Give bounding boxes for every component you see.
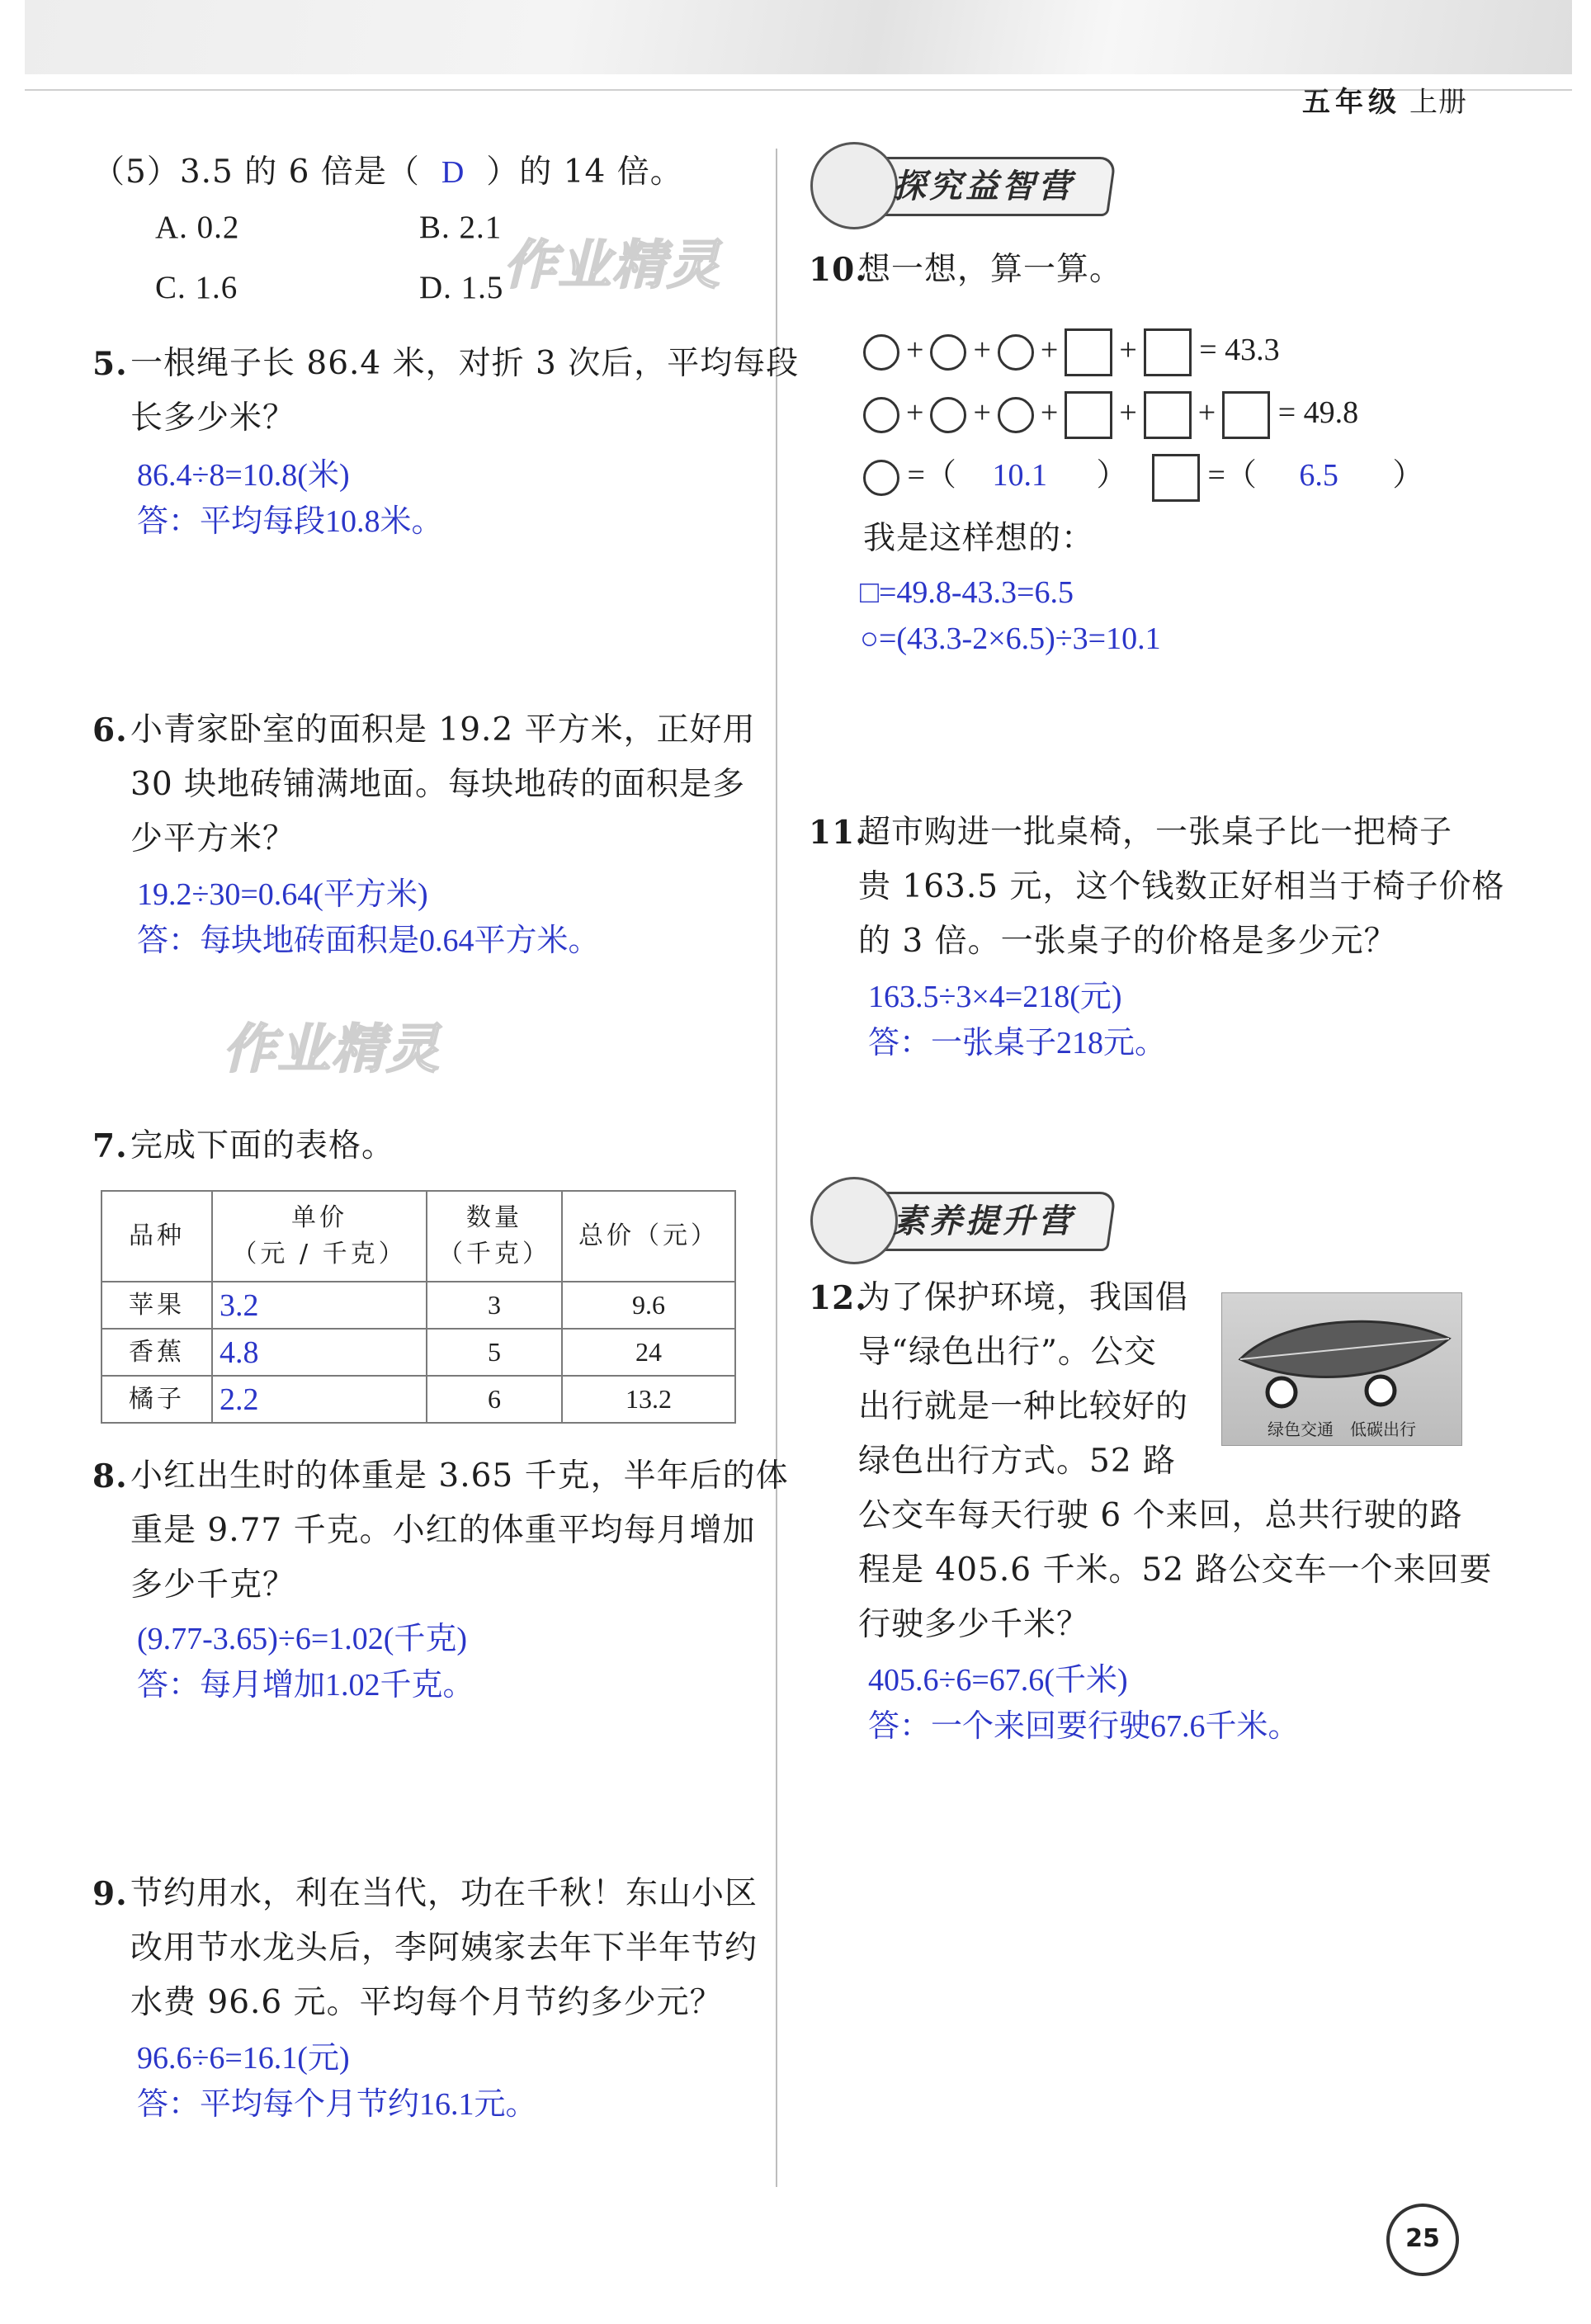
square-icon	[1144, 391, 1192, 439]
q9-line: 改用节水龙头后，李阿姨家去年下半年节约	[130, 1930, 758, 1967]
eq2-result: = 49.8	[1277, 395, 1359, 430]
cell-total: 13.2	[562, 1376, 735, 1423]
header-unit-price-unit: （元 / 千克）	[232, 1240, 407, 1268]
q8-answer-calc: (9.77-3.65)÷6=1.02(千克)	[137, 1622, 468, 1656]
table-row	[102, 1282, 735, 1329]
cell-qty: 5	[427, 1329, 562, 1376]
q4-5-stem-post: ）的 14 倍。	[486, 154, 683, 191]
q6-answer-calc: 19.2÷30=0.64(平方米)	[137, 877, 428, 912]
cell-name: 苹果	[102, 1282, 212, 1329]
q12-line: 绿色出行方式。52 路	[858, 1443, 1177, 1480]
eq1-result: = 43.3	[1199, 333, 1280, 367]
circle-icon	[930, 334, 966, 371]
section-title: 素养提升营	[893, 1202, 1074, 1240]
circle-icon	[863, 397, 899, 433]
q10-line: 想一想，算一算。	[858, 251, 1123, 288]
cell-total: 9.6	[562, 1282, 735, 1329]
q11-answer-text: 答：一张桌子218元。	[868, 1026, 1167, 1060]
circle-value: 10.1	[992, 458, 1047, 493]
q11-line: 的 3 倍。一张桌子的价格是多少元？	[858, 923, 1397, 960]
square-value: 6.5	[1299, 458, 1338, 493]
cell-price: 4.8	[212, 1329, 427, 1376]
column-divider	[776, 149, 777, 2187]
table-header-row	[102, 1191, 735, 1282]
header-banner	[25, 0, 1572, 74]
page-number: 25	[1386, 2204, 1459, 2276]
circle-eq-close: ）	[1096, 458, 1128, 493]
square-icon	[1065, 391, 1112, 439]
cell-name: 香蕉	[102, 1329, 212, 1376]
q4-5-stem	[92, 145, 683, 200]
q11-line: 超市购进一批桌椅，一张桌子比一把椅子	[858, 814, 1453, 851]
q8-line: 多少千克？	[130, 1566, 296, 1604]
circle-eq-open: =（	[907, 458, 956, 493]
header-total: 总价（元）	[562, 1191, 735, 1282]
q6-line: 少平方米？	[130, 820, 296, 857]
q5-answer-text: 答：平均每段10.8米。	[137, 504, 443, 539]
q10-think: 我是这样想的：	[863, 520, 1095, 557]
q12-answer-calc: 405.6÷6=67.6(千米)	[868, 1663, 1128, 1698]
circle-icon	[863, 460, 899, 496]
q12-line: 程是 405.6 千米。52 路公交车一个来回要	[858, 1552, 1493, 1589]
q8-line: 重是 9.77 千克。小红的体重平均每月增加	[130, 1512, 756, 1549]
circle-icon	[930, 397, 966, 433]
elephant-icon	[810, 142, 898, 229]
cell-qty: 6	[427, 1376, 562, 1423]
section-title: 探究益智营	[893, 168, 1074, 205]
square-eq-close: ）	[1392, 458, 1424, 493]
wheel-icon	[1367, 1377, 1395, 1405]
section-header-explore	[810, 142, 1140, 224]
term-text: 上册	[1409, 86, 1467, 119]
q7-number: 7.	[92, 1127, 128, 1165]
q12-number: 12.	[809, 1279, 867, 1317]
q8-line: 小红出生时的体重是 3.65 千克，半年后的体	[130, 1457, 789, 1495]
circle-icon	[998, 334, 1034, 371]
q12-line: 公交车每天行驶 6 个来回，总共行驶的路	[858, 1497, 1463, 1534]
table-row	[102, 1329, 735, 1376]
q6-line: 30 块地砖铺满地面。每块地砖的面积是多	[130, 766, 746, 803]
circle-icon	[998, 397, 1034, 433]
giraffe-icon	[810, 1177, 898, 1264]
q11-number: 11.	[809, 814, 867, 852]
square-icon	[1144, 328, 1192, 376]
cell-qty: 3	[427, 1282, 562, 1329]
section-header-literacy	[810, 1177, 1140, 1259]
q8-number: 8.	[92, 1457, 128, 1495]
grade-text: 五年级	[1302, 86, 1401, 119]
watermark: 作业精灵	[503, 235, 721, 296]
q9-line: 水费 96.6 元。平均每个月节约多少元？	[130, 1984, 723, 2021]
q4-5-option-d: D. 1.5	[419, 270, 504, 305]
square-icon	[1065, 328, 1112, 376]
cell-price: 3.2	[212, 1282, 427, 1329]
q10-equation-2: + + + + + = 49.8	[863, 381, 1358, 444]
q5-answer-calc: 86.4÷8=10.8(米)	[137, 458, 350, 493]
q5-line: 长多少米？	[130, 399, 296, 437]
q9-answer-calc: 96.6÷6=16.1(元)	[137, 2041, 350, 2076]
q4-5-option-a: A. 0.2	[155, 210, 240, 245]
q12-line: 出行就是一种比较好的	[858, 1388, 1189, 1425]
q10-solution-row	[863, 444, 1423, 507]
price-table	[101, 1190, 736, 1424]
q10-answer-square: □=49.8-43.3=6.5	[860, 575, 1074, 610]
header-variety: 品种	[102, 1191, 212, 1282]
q6-number: 6.	[92, 711, 128, 749]
circle-icon	[863, 334, 899, 371]
header-quantity	[427, 1191, 562, 1282]
header-unit-price	[212, 1191, 427, 1282]
q12-answer-text: 答：一个来回要行驶67.6千米。	[868, 1709, 1300, 1744]
q9-answer-text: 答：平均每个月节约16.1元。	[137, 2087, 537, 2122]
header-quantity-title: 数量	[466, 1203, 522, 1232]
square-icon	[1222, 391, 1270, 439]
q4-5-stem-pre: （5）3.5 的 6 倍是（	[92, 154, 420, 191]
q10-answer-circle: ○=(43.3-2×6.5)÷3=10.1	[860, 621, 1161, 656]
grade-label	[1302, 79, 1467, 120]
leaf-car-illustration	[1221, 1292, 1462, 1446]
q12-line: 行驶多少千米？	[858, 1606, 1090, 1643]
header-quantity-unit: （千克）	[438, 1240, 550, 1268]
cell-price: 2.2	[212, 1376, 427, 1423]
q9-line: 节约用水，利在当代，功在千秋！东山小区	[130, 1875, 758, 1912]
q12-line: 导“绿色出行”。公交	[858, 1334, 1157, 1371]
cell-total: 24	[562, 1329, 735, 1376]
square-icon	[1152, 454, 1200, 502]
q4-5-option-c: C. 1.6	[155, 270, 238, 305]
q4-5-answer: D	[441, 155, 465, 190]
q11-answer-calc: 163.5÷3×4=218(元)	[868, 980, 1122, 1014]
wheel-icon	[1268, 1378, 1296, 1406]
header-unit-price-title: 单价	[291, 1203, 347, 1232]
q11-line: 贵 163.5 元，这个钱数正好相当于椅子价格	[858, 868, 1505, 905]
q5-number: 5.	[92, 345, 128, 383]
q10-number: 10.	[809, 251, 867, 289]
q6-answer-text: 答：每块地砖面积是0.64平方米。	[137, 923, 600, 958]
q4-5-option-b: B. 2.1	[419, 210, 503, 245]
cell-name: 橘子	[102, 1376, 212, 1423]
q10-equation-1: + + + + = 43.3	[863, 319, 1280, 381]
q5-line: 一根绳子长 86.4 米，对折 3 次后，平均每段	[130, 345, 800, 382]
square-eq-open: =（	[1207, 458, 1257, 493]
q12-line: 为了保护环境，我国倡	[858, 1279, 1189, 1316]
illustration-caption: 绿色交通 低碳出行	[1268, 1419, 1416, 1439]
watermark: 作业精灵	[223, 1019, 441, 1080]
q8-answer-text: 答：每月增加1.02千克。	[137, 1668, 474, 1703]
q9-number: 9.	[92, 1875, 128, 1913]
q7-line: 完成下面的表格。	[130, 1127, 395, 1164]
q6-line: 小青家卧室的面积是 19.2 平方米，正好用	[130, 711, 756, 749]
table-row	[102, 1376, 735, 1423]
